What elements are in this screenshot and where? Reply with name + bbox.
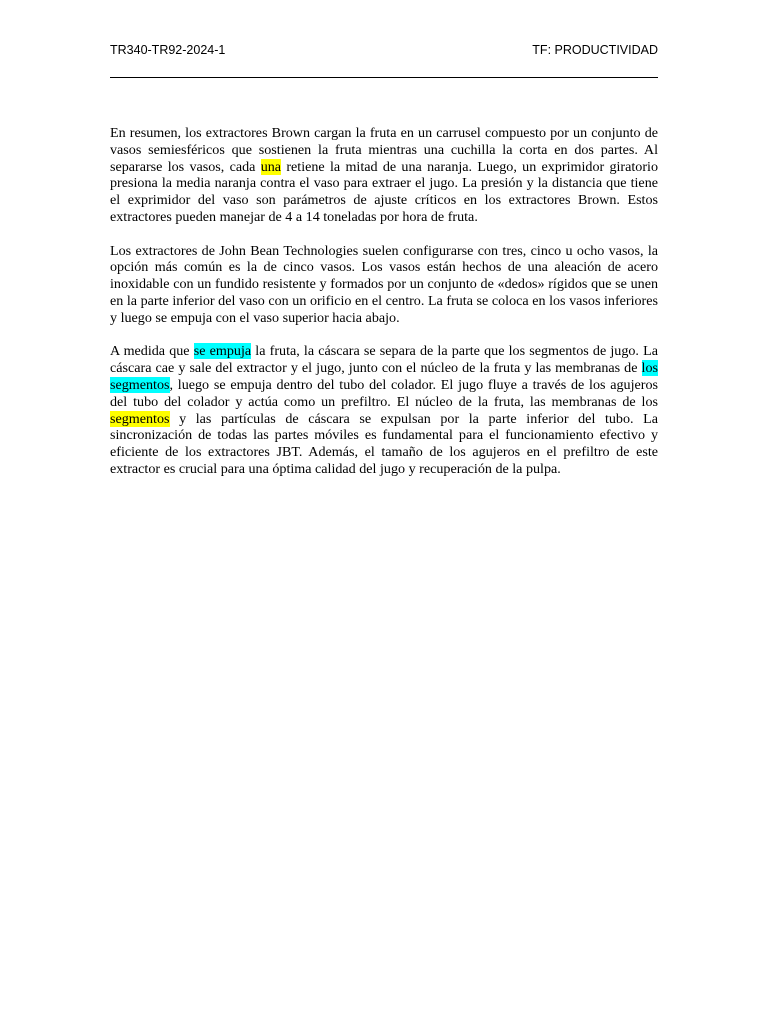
text-run: retiene la mitad de una naranja. Luego, un exprimidor giratorio presiona la media naranja contra el vaso para extraer el jugo. La presión y la distancia que tiene el exprimidor del vaso son parámetros de ajuste críticos en los extractores Brown. Estos extractores pueden manejar de 4 a 14 toneladas por hora de fruta.: [110, 158, 659, 225]
text-run: A medida que: [110, 343, 194, 360]
text-run: la fruta, la cáscara se separa de la parte que los segmentos de jugo. La cáscara cae y sale del extractor y el jugo, junto con el núcleo de la fruta y las membranas de: [110, 343, 658, 377]
header-course-code: TR340-TR92-2024-1: [110, 43, 226, 57]
highlighted-text-yellow: una: [260, 158, 282, 175]
document-body: [110, 125, 658, 495]
text-run: y las partículas de cáscara se expulsan por la parte inferior del tubo. La sincronización de todas las partes móviles es fundamental para el funcionamiento efectivo y eficiente de los extractores JBT. Además, el tamaño de los agujeros en el prefiltro de este extractor es crucial para una óptima calidad del jugo y recuperación de la pulpa.: [110, 410, 658, 477]
text-run: En resumen, los extractores Brown cargan la fruta en un carrusel compuesto por un conjunto de vasos semiesféricos que sostienen la fruta mientras una cuchilla la corta en dos partes. Al separarse los vasos, cada: [110, 125, 658, 175]
paragraph-jbt-extractors: [110, 243, 658, 327]
highlighted-text-cyan: se empuja: [193, 343, 252, 360]
highlighted-text-yellow: segmentos: [110, 410, 170, 427]
text-run: , luego se empuja dentro del tubo del colador. El jugo fluye a través de los agujeros del tubo del colador y actúa como un prefiltro. El núcleo de la fruta, las membranas de los: [110, 376, 658, 410]
header-divider: [110, 77, 658, 78]
text-run: Los extractores de John Bean Technologies suelen configurarse con tres, cinco u ocho vasos, la opción más común es la de cinco vasos. Los vasos están hechos de una aleación de acero inoxidable con un fundido resistente y formados por un conjunto de «dedos» rígidos que se unen en la parte inferior del vaso con un orificio en el centro. La fruta se coloca en los vasos inferiores y luego se empuja con el vaso superior hacia abajo.: [110, 242, 658, 326]
header-assignment-title: TF: PRODUCTIVIDAD: [532, 43, 658, 57]
highlighted-text-cyan: los segmentos: [110, 360, 658, 393]
paragraph-juice-process: [110, 343, 658, 477]
paragraph-brown-extractors: [110, 125, 658, 226]
